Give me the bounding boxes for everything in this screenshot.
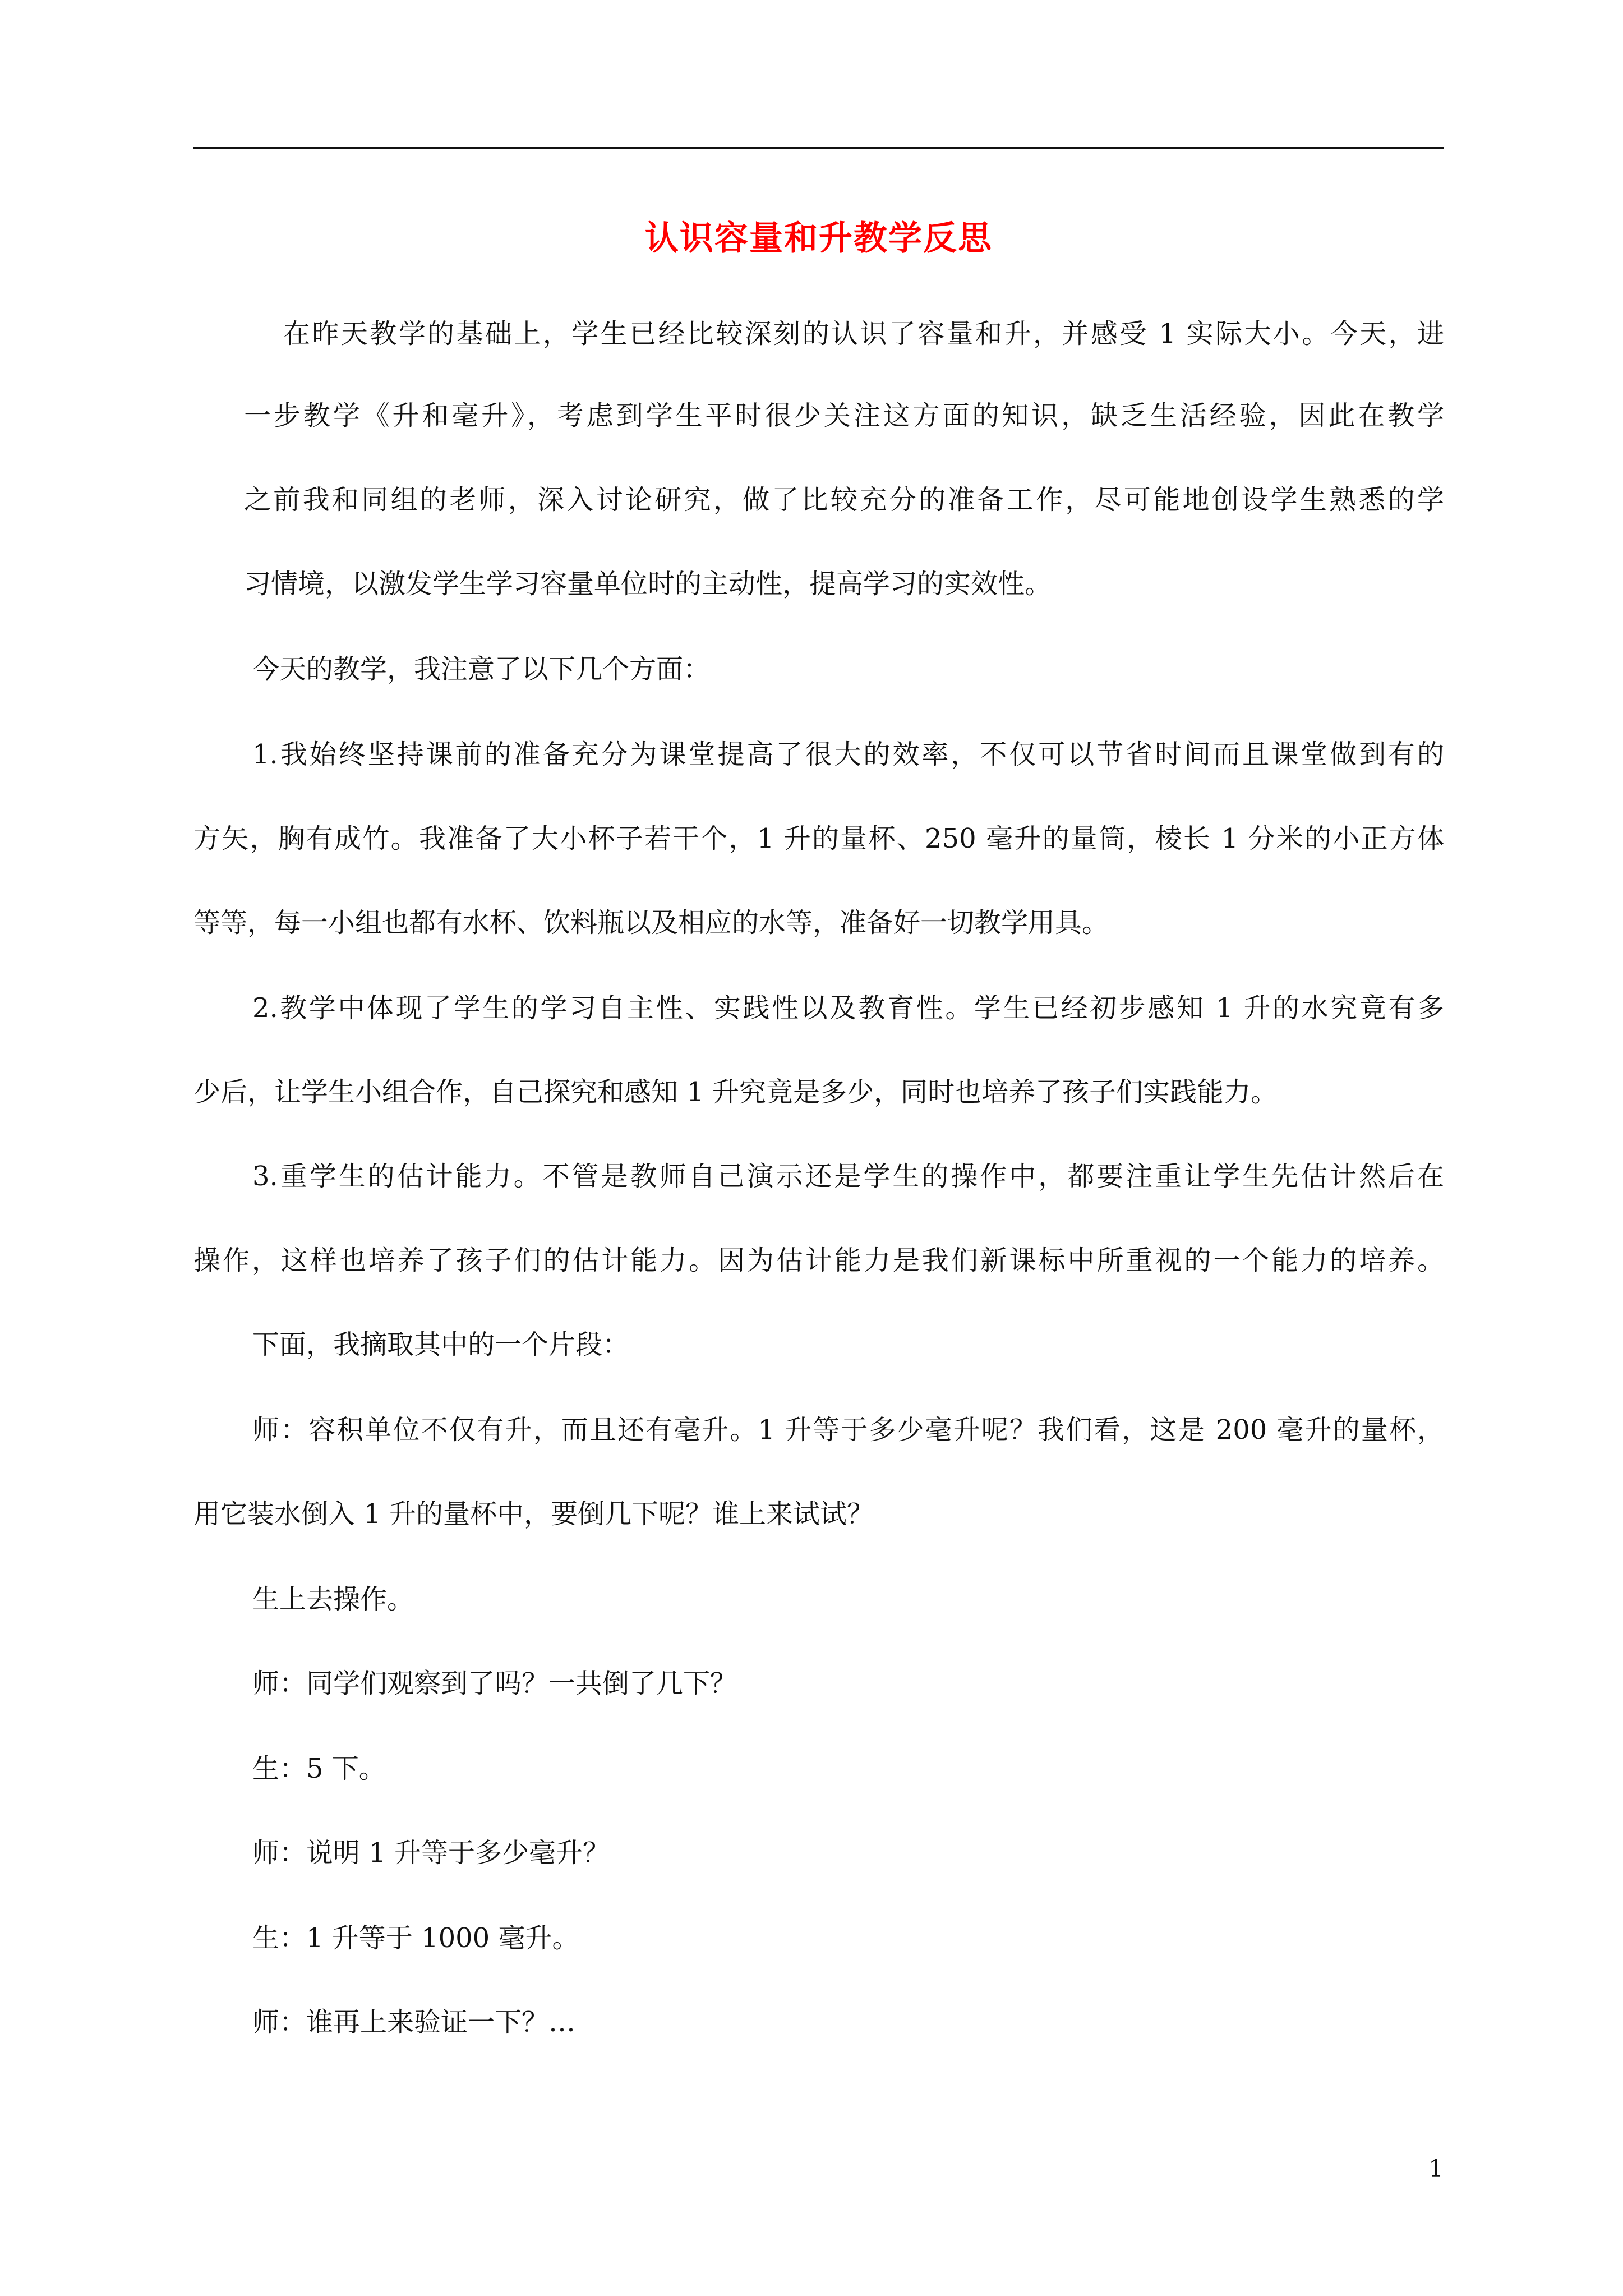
page-title: 认识容量和升教学反思 xyxy=(645,219,993,258)
paragraph-line: 生：1 升等于 1000 毫升。 xyxy=(252,1922,579,1954)
paragraph-line: 少后，让学生小组合作，自己探究和感知 1 升究竟是多少，同时也培养了孩子们实践能力。 xyxy=(193,1076,1278,1108)
paragraph-line: 1.我始终坚持课前的准备充分为课堂提高了很大的效率，不仅可以节省时间而且课堂做到有的 xyxy=(252,739,1444,770)
paragraph-line: 师：说明 1 升等于多少毫升？ xyxy=(252,1837,610,1869)
paragraph-line: 在昨天教学的基础上，学生已经比较深刻的认识了容量和升，并感受 1 实际大小。今天，进 xyxy=(283,318,1444,349)
paragraph-line: 等等，每一小组也都有水杯、饮料瓶以及相应的水等，准备好一切教学用具。 xyxy=(193,907,1109,938)
paragraph-line: 师：同学们观察到了吗？一共倒了几下？ xyxy=(252,1668,737,1699)
paragraph-line: 操作，这样也培养了孩子们的估计能力。因为估计能力是我们新课标中所重视的一个能力的培养。 xyxy=(193,1245,1444,1276)
paragraph-line: 师：谁再上来验证一下？… xyxy=(252,2007,576,2038)
paragraph-line: 下面，我摘取其中的一个片段： xyxy=(252,1329,630,1360)
header-rule xyxy=(193,147,1444,149)
page-number: 1 xyxy=(1428,2155,1444,2182)
paragraph-line: 之前我和同组的老师，深入讨论研究，做了比较充分的准备工作，尽可能地创设学生熟悉的学 xyxy=(244,484,1444,516)
paragraph-line: 3.重学生的估计能力。不管是教师自己演示还是学生的操作中，都要注重让学生先估计然后在 xyxy=(252,1161,1444,1192)
paragraph-line: 习情境，以激发学生学习容量单位时的主动性，提高学习的实效性。 xyxy=(244,568,1052,600)
paragraph-line: 方矢，胸有成竹。我准备了大小杯子若干个，1 升的量杯、250 毫升的量筒，棱长 1 分米的小正方体 xyxy=(193,823,1444,854)
paragraph-line: 今天的教学，我注意了以下几个方面： xyxy=(252,654,711,685)
paragraph-line: 师：容积单位不仅有升，而且还有毫升。1 升等于多少毫升呢？我们看，这是 200 毫升的量杯， xyxy=(252,1414,1444,1446)
paragraph-line: 用它装水倒入 1 升的量杯中，要倒几下呢？谁上来试试？ xyxy=(193,1498,874,1530)
paragraph-line: 一步教学《升和毫升》，考虑到学生平时很少关注这方面的知识，缺乏生活经验，因此在教学 xyxy=(244,400,1444,431)
paragraph-line: 2.教学中体现了学生的学习自主性、实践性以及教育性。学生已经初步感知 1 升的水究竟有多 xyxy=(252,992,1444,1024)
paragraph-line: 生：5 下。 xyxy=(252,1753,386,1784)
paragraph-line: 生上去操作。 xyxy=(252,1584,414,1615)
